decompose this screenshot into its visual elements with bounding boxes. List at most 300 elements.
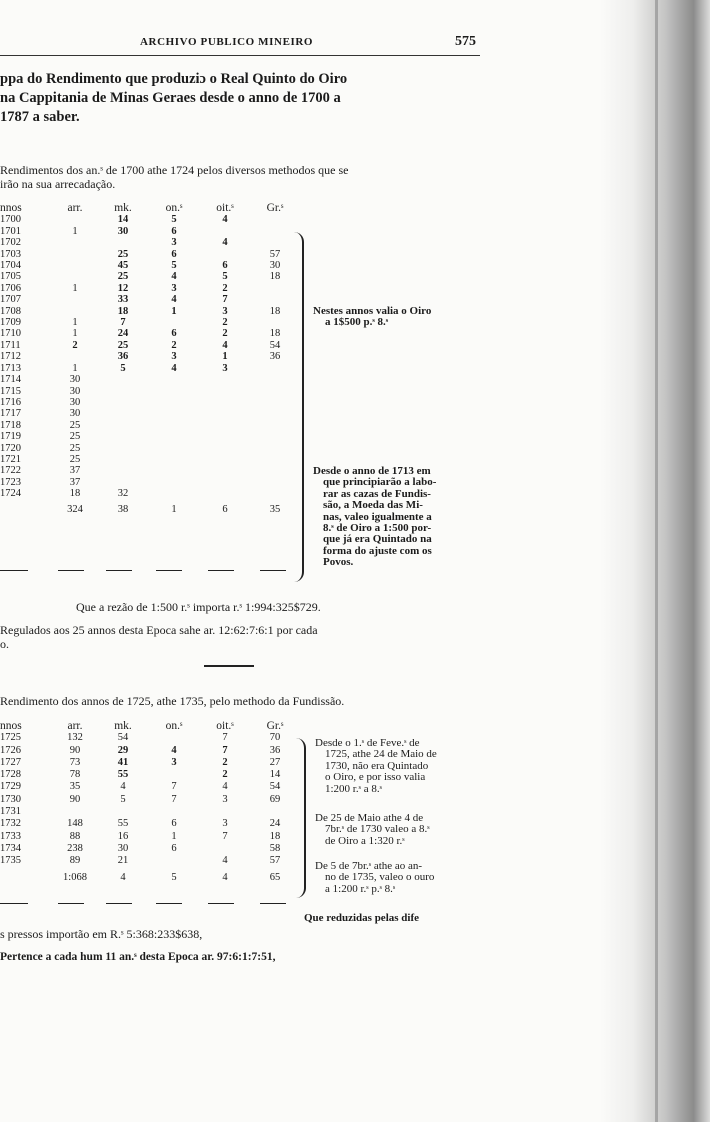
table-row (0, 363, 300, 374)
table-cell: 69 (269, 793, 281, 805)
table-row (0, 843, 300, 855)
table-cell: 1707 (0, 294, 21, 306)
table-cell: on.ˢ (165, 202, 183, 214)
table-cell: 18 (69, 488, 81, 500)
table-cell (200, 386, 250, 397)
table-cell: 3 (222, 305, 228, 317)
note-line: De 25 de Maio athe 4 de (315, 812, 424, 824)
table-cell: 7 (222, 294, 228, 306)
table-cell: 18 (269, 305, 281, 317)
table-row (0, 386, 300, 397)
table-cell: arr. (67, 202, 83, 214)
total-rule (156, 570, 182, 571)
table-cell (98, 477, 148, 488)
table-cell: 30 (269, 260, 281, 272)
table-cell: 1732 (0, 818, 21, 830)
section2-table (0, 720, 300, 884)
table-cell: 4 (171, 744, 177, 756)
table-cell: 3 (171, 237, 177, 249)
table-cell: 25 (69, 442, 81, 454)
note-line: Desde o 1.ˢ de Feve.ˢ de (315, 737, 420, 749)
table-cell: 1 (222, 351, 228, 363)
table-cell: 4 (222, 237, 228, 249)
table-cell (52, 806, 98, 818)
table-cell (52, 271, 98, 282)
table-cell: 33 (117, 294, 129, 306)
table-cell (98, 386, 148, 397)
table-cell: 12 (117, 282, 129, 294)
table-cell: 24 (269, 818, 281, 830)
table-cell: 18 (117, 305, 129, 317)
table-cell: 54 (269, 339, 281, 351)
table-cell: 37 (69, 476, 81, 488)
table-cell: 73 (69, 756, 81, 768)
section2-summary-1: s pressos importão em R.ˢ 5:368:233$638, (0, 927, 203, 941)
table-cell: 1703 (0, 248, 21, 260)
section-divider (204, 665, 254, 667)
note-line: no de 1735, valeo o ouro (325, 871, 435, 884)
table-cell: oit.ˢ (216, 720, 234, 732)
table-cell: 1726 (0, 744, 21, 756)
table-cell (200, 374, 250, 385)
table-cell: on.ˢ (165, 720, 183, 732)
table-cell: 32 (117, 488, 129, 500)
table-cell: 148 (67, 818, 83, 830)
section1-intro (0, 163, 349, 191)
totals-row (0, 868, 300, 884)
note-line: o Oiro, e por isso valia (325, 771, 426, 784)
note-line: a 1:200 r.ˢ p.ˢ 8.ˢ (325, 882, 396, 895)
page-header (0, 36, 480, 58)
note-line: 7br.ˢ de 1730 valeo a 8.ˢ (325, 823, 430, 836)
table-cell: 1702 (0, 237, 21, 249)
table-cell: 4 (120, 871, 126, 883)
table-row (0, 328, 300, 339)
table-row (0, 818, 300, 830)
table-row (0, 214, 300, 225)
table-row (0, 340, 300, 351)
table-cell: 4 (222, 214, 228, 226)
table-cell: 25 (69, 419, 81, 431)
table-cell: 3 (222, 362, 228, 374)
table-cell: 1709 (0, 317, 21, 329)
table-cell: 25 (117, 339, 129, 351)
table-cell: 1718 (0, 419, 21, 431)
table-row (0, 745, 300, 757)
table-cell (148, 855, 200, 867)
table-cell: 27 (269, 756, 281, 768)
table-cell: 35 (69, 781, 81, 793)
table-cell: 2 (222, 328, 228, 340)
table-cell (98, 420, 148, 431)
table-cell (200, 397, 250, 408)
page-number: 575 (455, 34, 476, 49)
table-cell: 4 (222, 781, 228, 793)
table-cell: 18 (269, 328, 281, 340)
section2-note-c (315, 861, 434, 895)
table-cell: 4 (222, 339, 228, 351)
table-cell: 1 (171, 503, 177, 515)
total-rule (260, 570, 286, 571)
section1-table (0, 203, 300, 515)
table-header-row (0, 203, 300, 214)
table-cell (148, 488, 200, 499)
table-cell: 1700 (0, 214, 21, 226)
table-cell (52, 351, 98, 362)
table-cell: 1724 (0, 488, 21, 500)
table-cell: mk. (114, 720, 132, 732)
section2-brace (294, 738, 306, 898)
table-cell (200, 420, 250, 431)
table-row (0, 488, 300, 499)
table-cell: 5 (120, 793, 126, 805)
note-line: 8.ˢ de Oiro a 1:500 por- (323, 522, 432, 535)
table-row (0, 420, 300, 431)
table-cell: 2 (222, 282, 228, 294)
total-rule (260, 903, 286, 904)
table-cell: 1722 (0, 465, 21, 477)
table-cell: 54 (117, 732, 129, 744)
table-cell: 35 (269, 503, 281, 515)
total-rule (208, 903, 234, 904)
table-cell: 1715 (0, 385, 21, 397)
table-cell (148, 386, 200, 397)
table-cell (98, 443, 148, 454)
table-cell: 45 (117, 260, 129, 272)
table-header-row (0, 720, 300, 732)
table-cell (98, 408, 148, 419)
table-cell: 4 (222, 855, 228, 867)
table-cell (148, 732, 200, 744)
table-cell (52, 294, 98, 305)
table-cell: 37 (69, 465, 81, 477)
note-line: que já era Quintado na (323, 533, 432, 546)
table-row (0, 794, 300, 806)
table-cell: 4 (120, 781, 126, 793)
table-cell: 6 (171, 842, 177, 854)
table-cell (52, 306, 98, 317)
table-cell (98, 806, 148, 818)
table-cell: 324 (67, 503, 83, 515)
table-cell: 38 (117, 503, 129, 515)
total-rule (208, 570, 234, 571)
section2-note-a (315, 738, 437, 795)
table-cell (98, 454, 148, 465)
table-cell: 1711 (0, 339, 21, 351)
page-edge-line (655, 0, 658, 1122)
table-cell: 21 (117, 855, 129, 867)
table-cell: 5 (222, 271, 228, 283)
table-cell: 57 (269, 248, 281, 260)
table-cell (200, 465, 250, 476)
table-cell: 7 (222, 744, 228, 756)
table-cell: 18 (269, 830, 281, 842)
note-line: a 1$500 p.ˢ 8.ˢ (325, 316, 389, 329)
table-row (0, 757, 300, 769)
table-cell: 1 (72, 317, 78, 329)
table-cell: 1701 (0, 225, 21, 237)
table-cell: 7 (171, 793, 177, 805)
running-title: ARCHIVO PUBLICO MINEIRO (140, 36, 314, 48)
table-row (0, 271, 300, 282)
table-row (0, 477, 300, 488)
total-rule (0, 570, 28, 571)
table-cell: 5 (120, 362, 126, 374)
table-cell (148, 443, 200, 454)
table-cell: 1727 (0, 756, 21, 768)
table-cell: 55 (117, 769, 129, 781)
table-cell: 6 (171, 225, 177, 237)
table-cell: 1 (72, 282, 78, 294)
main-title (0, 70, 347, 127)
table-cell: 30 (69, 374, 81, 386)
table-cell: 36 (269, 744, 281, 756)
table-cell: 2 (222, 769, 228, 781)
table-cell: 6 (171, 248, 177, 260)
table-cell: Gr.ˢ (266, 720, 284, 732)
table-row (0, 769, 300, 781)
table-row (0, 294, 300, 305)
section1-summary-2 (0, 623, 318, 651)
note-line: que principiarão a labo- (323, 476, 437, 489)
table-cell: 1706 (0, 282, 21, 294)
table-cell (98, 237, 148, 248)
table-cell: 36 (117, 351, 129, 363)
table-row (0, 317, 300, 328)
table-cell (0, 868, 52, 884)
table-cell: 1719 (0, 431, 21, 443)
table-cell: 1734 (0, 842, 21, 854)
table-cell: 1731 (0, 806, 21, 818)
table-cell: 4 (222, 871, 228, 883)
table-cell: 1729 (0, 781, 21, 793)
table-cell: 6 (171, 328, 177, 340)
note-line: 1730, não era Quintado (325, 759, 429, 772)
table-cell (200, 488, 250, 499)
table-cell: 41 (117, 756, 129, 768)
table-cell: 3 (222, 793, 228, 805)
table-cell (200, 443, 250, 454)
table-cell: 1712 (0, 351, 21, 363)
total-rule (106, 903, 132, 904)
table-row (0, 454, 300, 465)
totals-row (0, 500, 300, 515)
note-line: rar as cazas de Fundis- (323, 487, 431, 500)
table-cell: 90 (69, 744, 81, 756)
note-line: Nestes annos valia o Oiro (313, 305, 432, 317)
table-cell (98, 397, 148, 408)
table-cell: nnos (0, 202, 22, 214)
table-cell: 1708 (0, 305, 21, 317)
table-cell: 6 (222, 260, 228, 272)
table-cell (52, 249, 98, 260)
table-cell: 1735 (0, 855, 21, 867)
table-cell: 1733 (0, 830, 21, 842)
table-cell: 6 (222, 503, 228, 515)
table-cell (200, 408, 250, 419)
table-row (0, 408, 300, 419)
table-cell: 1725 (0, 732, 21, 744)
table-cell: 7 (120, 317, 126, 329)
table-cell (200, 843, 250, 855)
table-cell: 238 (67, 842, 83, 854)
table-row (0, 351, 300, 362)
table-cell: 14 (269, 769, 281, 781)
total-rule (58, 903, 84, 904)
table-row (0, 855, 300, 867)
table-cell: 30 (69, 408, 81, 420)
table-cell: 88 (69, 830, 81, 842)
table-cell: 65 (269, 871, 281, 883)
table-cell: 89 (69, 855, 81, 867)
table-cell: 90 (69, 793, 81, 805)
summary-line: o. (0, 637, 9, 651)
table-cell: 3 (222, 818, 228, 830)
table-cell (148, 806, 200, 818)
table-cell (148, 420, 200, 431)
table-cell: 1730 (0, 793, 21, 805)
note-line: 1:200 r.ˢ a 8.ˢ (325, 782, 382, 795)
table-row (0, 237, 300, 248)
note-line: são, a Moeda das Mi- (323, 499, 423, 512)
section2-note-b (315, 813, 430, 847)
section2-note-d: Que reduzidas pelas dife (304, 912, 420, 924)
table-cell: 54 (269, 781, 281, 793)
table-cell: 30 (69, 385, 81, 397)
table-row (0, 306, 300, 317)
table-cell: 132 (67, 732, 83, 744)
table-cell (0, 500, 52, 515)
table-cell: 1704 (0, 260, 21, 272)
table-cell: 3 (171, 351, 177, 363)
table-cell (98, 431, 148, 442)
table-cell: 1705 (0, 271, 21, 283)
summary-line: Regulados aos 25 annos desta Epoca sahe ar. 12:62:7:6:1 por cada (0, 623, 318, 637)
table-cell: 36 (269, 351, 281, 363)
table-cell: 30 (69, 396, 81, 408)
table-cell (148, 397, 200, 408)
table-cell: 1713 (0, 362, 21, 374)
table-cell (52, 237, 98, 248)
table-cell: 5 (171, 214, 177, 226)
table-cell: 2 (222, 317, 228, 329)
total-rule (106, 570, 132, 571)
table-row (0, 431, 300, 442)
table-cell (148, 465, 200, 476)
title-line: na Cappitania de Minas Geraes desde o anno de 1700 a (0, 90, 341, 106)
table-cell: 1 (171, 830, 177, 842)
table-cell: 4 (171, 271, 177, 283)
table-row (0, 397, 300, 408)
total-rule (58, 570, 84, 571)
table-row (0, 443, 300, 454)
table-cell: Gr.ˢ (266, 202, 284, 214)
table-cell (200, 454, 250, 465)
table-cell (52, 214, 98, 225)
table-cell: 55 (117, 818, 129, 830)
table-cell (52, 260, 98, 271)
table-row (0, 260, 300, 271)
table-cell: oit.ˢ (216, 202, 234, 214)
table-cell: 24 (117, 328, 129, 340)
table-row (0, 831, 300, 843)
table-row (0, 283, 300, 294)
table-cell: 78 (69, 769, 81, 781)
section2-summary-2: Pertence a cada hum 11 an.ˢ desta Epoca ar. 97:6:1:7:51, (0, 951, 276, 963)
table-cell (98, 374, 148, 385)
table-cell: 18 (269, 271, 281, 283)
table-cell: 1714 (0, 374, 21, 386)
section1-note-a (313, 306, 431, 329)
table-cell: 30 (117, 225, 129, 237)
total-rule (0, 903, 28, 904)
table-cell: 4 (171, 294, 177, 306)
table-row (0, 806, 300, 818)
table-cell (200, 806, 250, 818)
table-cell: 1 (72, 362, 78, 374)
note-line: Povos. (323, 556, 354, 569)
table-cell: 4 (171, 362, 177, 374)
table-cell: 25 (117, 248, 129, 260)
section2-intro: Rendimento dos annos de 1725, athe 1735, pelo methodo da Fundissão. (0, 694, 345, 708)
table-cell: 1 (72, 328, 78, 340)
table-cell: 1710 (0, 328, 21, 340)
table-cell (200, 226, 250, 237)
section1-note-b (313, 466, 436, 569)
title-line: 1787 a saber. (0, 109, 80, 125)
table-cell: mk. (114, 202, 132, 214)
table-row (0, 249, 300, 260)
table-cell: 25 (117, 271, 129, 283)
table-row (0, 781, 300, 793)
table-cell: 2 (72, 339, 78, 351)
table-cell (98, 465, 148, 476)
table-cell: 7 (222, 732, 228, 744)
table-cell: 1720 (0, 442, 21, 454)
table-row (0, 226, 300, 237)
table-cell: 7 (171, 781, 177, 793)
table-cell: 7 (222, 830, 228, 842)
table-cell: 3 (171, 282, 177, 294)
table-cell (148, 317, 200, 328)
table-cell: 3 (171, 756, 177, 768)
table-cell: 1 (72, 225, 78, 237)
note-line: de Oiro a 1:320 r.ˢ (325, 834, 405, 847)
table-cell: 29 (117, 744, 129, 756)
total-rule (156, 903, 182, 904)
intro-line: irão na sua arrecadação. (0, 177, 116, 191)
table-cell: 57 (269, 855, 281, 867)
table-cell (200, 249, 250, 260)
table-cell: 58 (269, 842, 281, 854)
table-cell: arr. (67, 720, 83, 732)
table-cell: 2 (222, 756, 228, 768)
note-line: nas, valeo igualmente a (323, 510, 432, 523)
table-cell: 70 (269, 732, 281, 744)
table-cell: 25 (69, 431, 81, 443)
table-cell (148, 477, 200, 488)
intro-line: Rendimentos dos an.ˢ de 1700 athe 1724 pelos diversos methodos que se (0, 163, 349, 177)
table-cell (250, 214, 300, 225)
table-cell: 1728 (0, 769, 21, 781)
table-cell: 16 (117, 830, 129, 842)
table-cell: 25 (69, 453, 81, 465)
table-cell (250, 806, 300, 818)
table-cell: nnos (0, 720, 22, 732)
table-row (0, 465, 300, 476)
section1-summary-1: Que a rezão de 1:500 r.ˢ importa r.ˢ 1:994:325$729. (76, 600, 321, 614)
table-cell: 2 (171, 339, 177, 351)
